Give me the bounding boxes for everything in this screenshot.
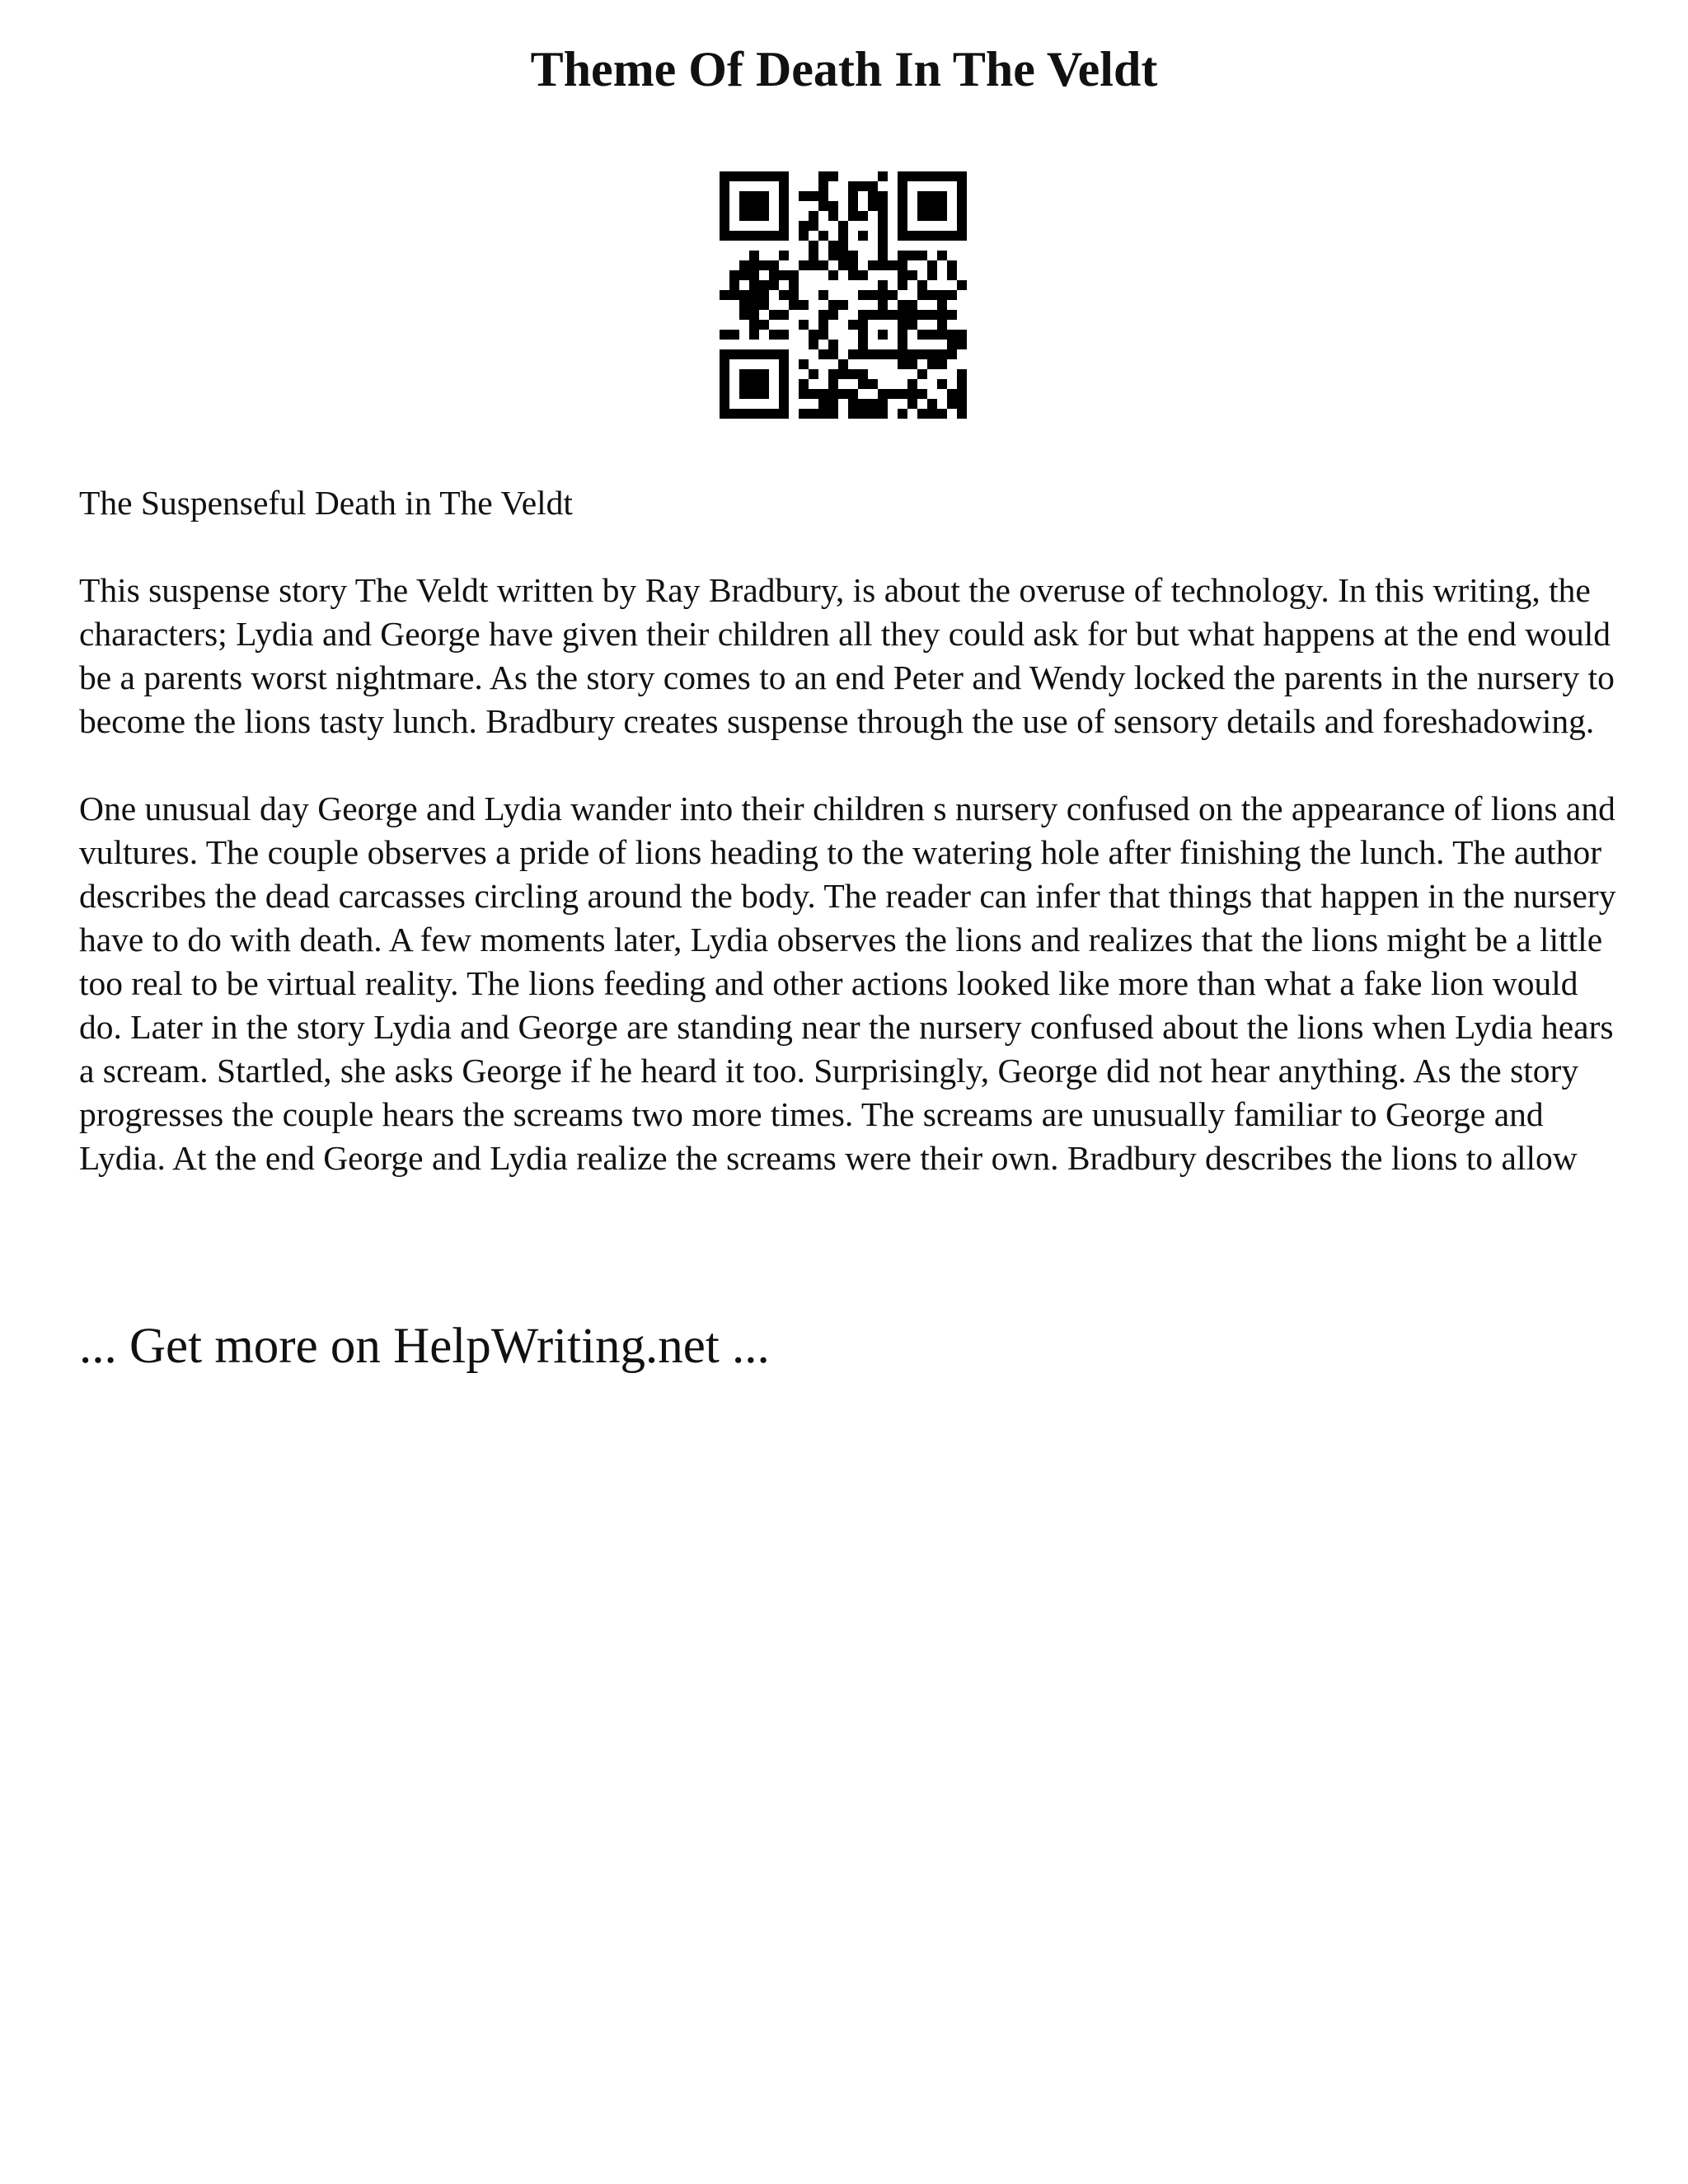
document-subtitle: The Suspenseful Death in The Veldt [79, 484, 573, 522]
paragraph-1: This suspense story The Veldt written by Ray Bradbury, is about the overuse of technology. In this writing, the characters; Lydia and George have given their children all they could ask for but what happens at the end would be a parents worst nightmare. As the story comes to an end Peter and Wendy locked the parents in the nursery to become the lions tasty lunch. Bradbury creates suspense through the use of sensory details and foreshadowing. [79, 571, 1615, 740]
get-more-link[interactable]: ... Get more on HelpWriting.net ... [79, 1319, 770, 1374]
page-title: Theme Of Death In The Veldt [530, 42, 1158, 96]
document-body [79, 481, 1629, 1224]
paragraph-2: One unusual day George and Lydia wander into their children s nursery confused on the appearance of lions and vultures. The couple observes a pride of lions heading to the watering hole after finishing the lunch. The author describes the dead carcasses circling around the body. The reader can infer that things that happen in the nursery have to do with death. A few moments later, Lydia observes the lions and realizes that the lions might be a little too real to be virtual reality. The lions feeding and other actions looked like more than what a fake lion would do. Later in the story Lydia and George are standing near the nursery confused about the lions when Lydia hears a scream. Startled, she asks George if he heard it too. Surprisingly, George did not hear anything. As the story progresses the couple hears the screams two more times. The screams are unusually familiar to George and Lydia. At the end George and Lydia realize the screams were their own. Bradbury describes the lions to allow [79, 790, 1616, 1177]
qr-code-icon [720, 171, 967, 419]
